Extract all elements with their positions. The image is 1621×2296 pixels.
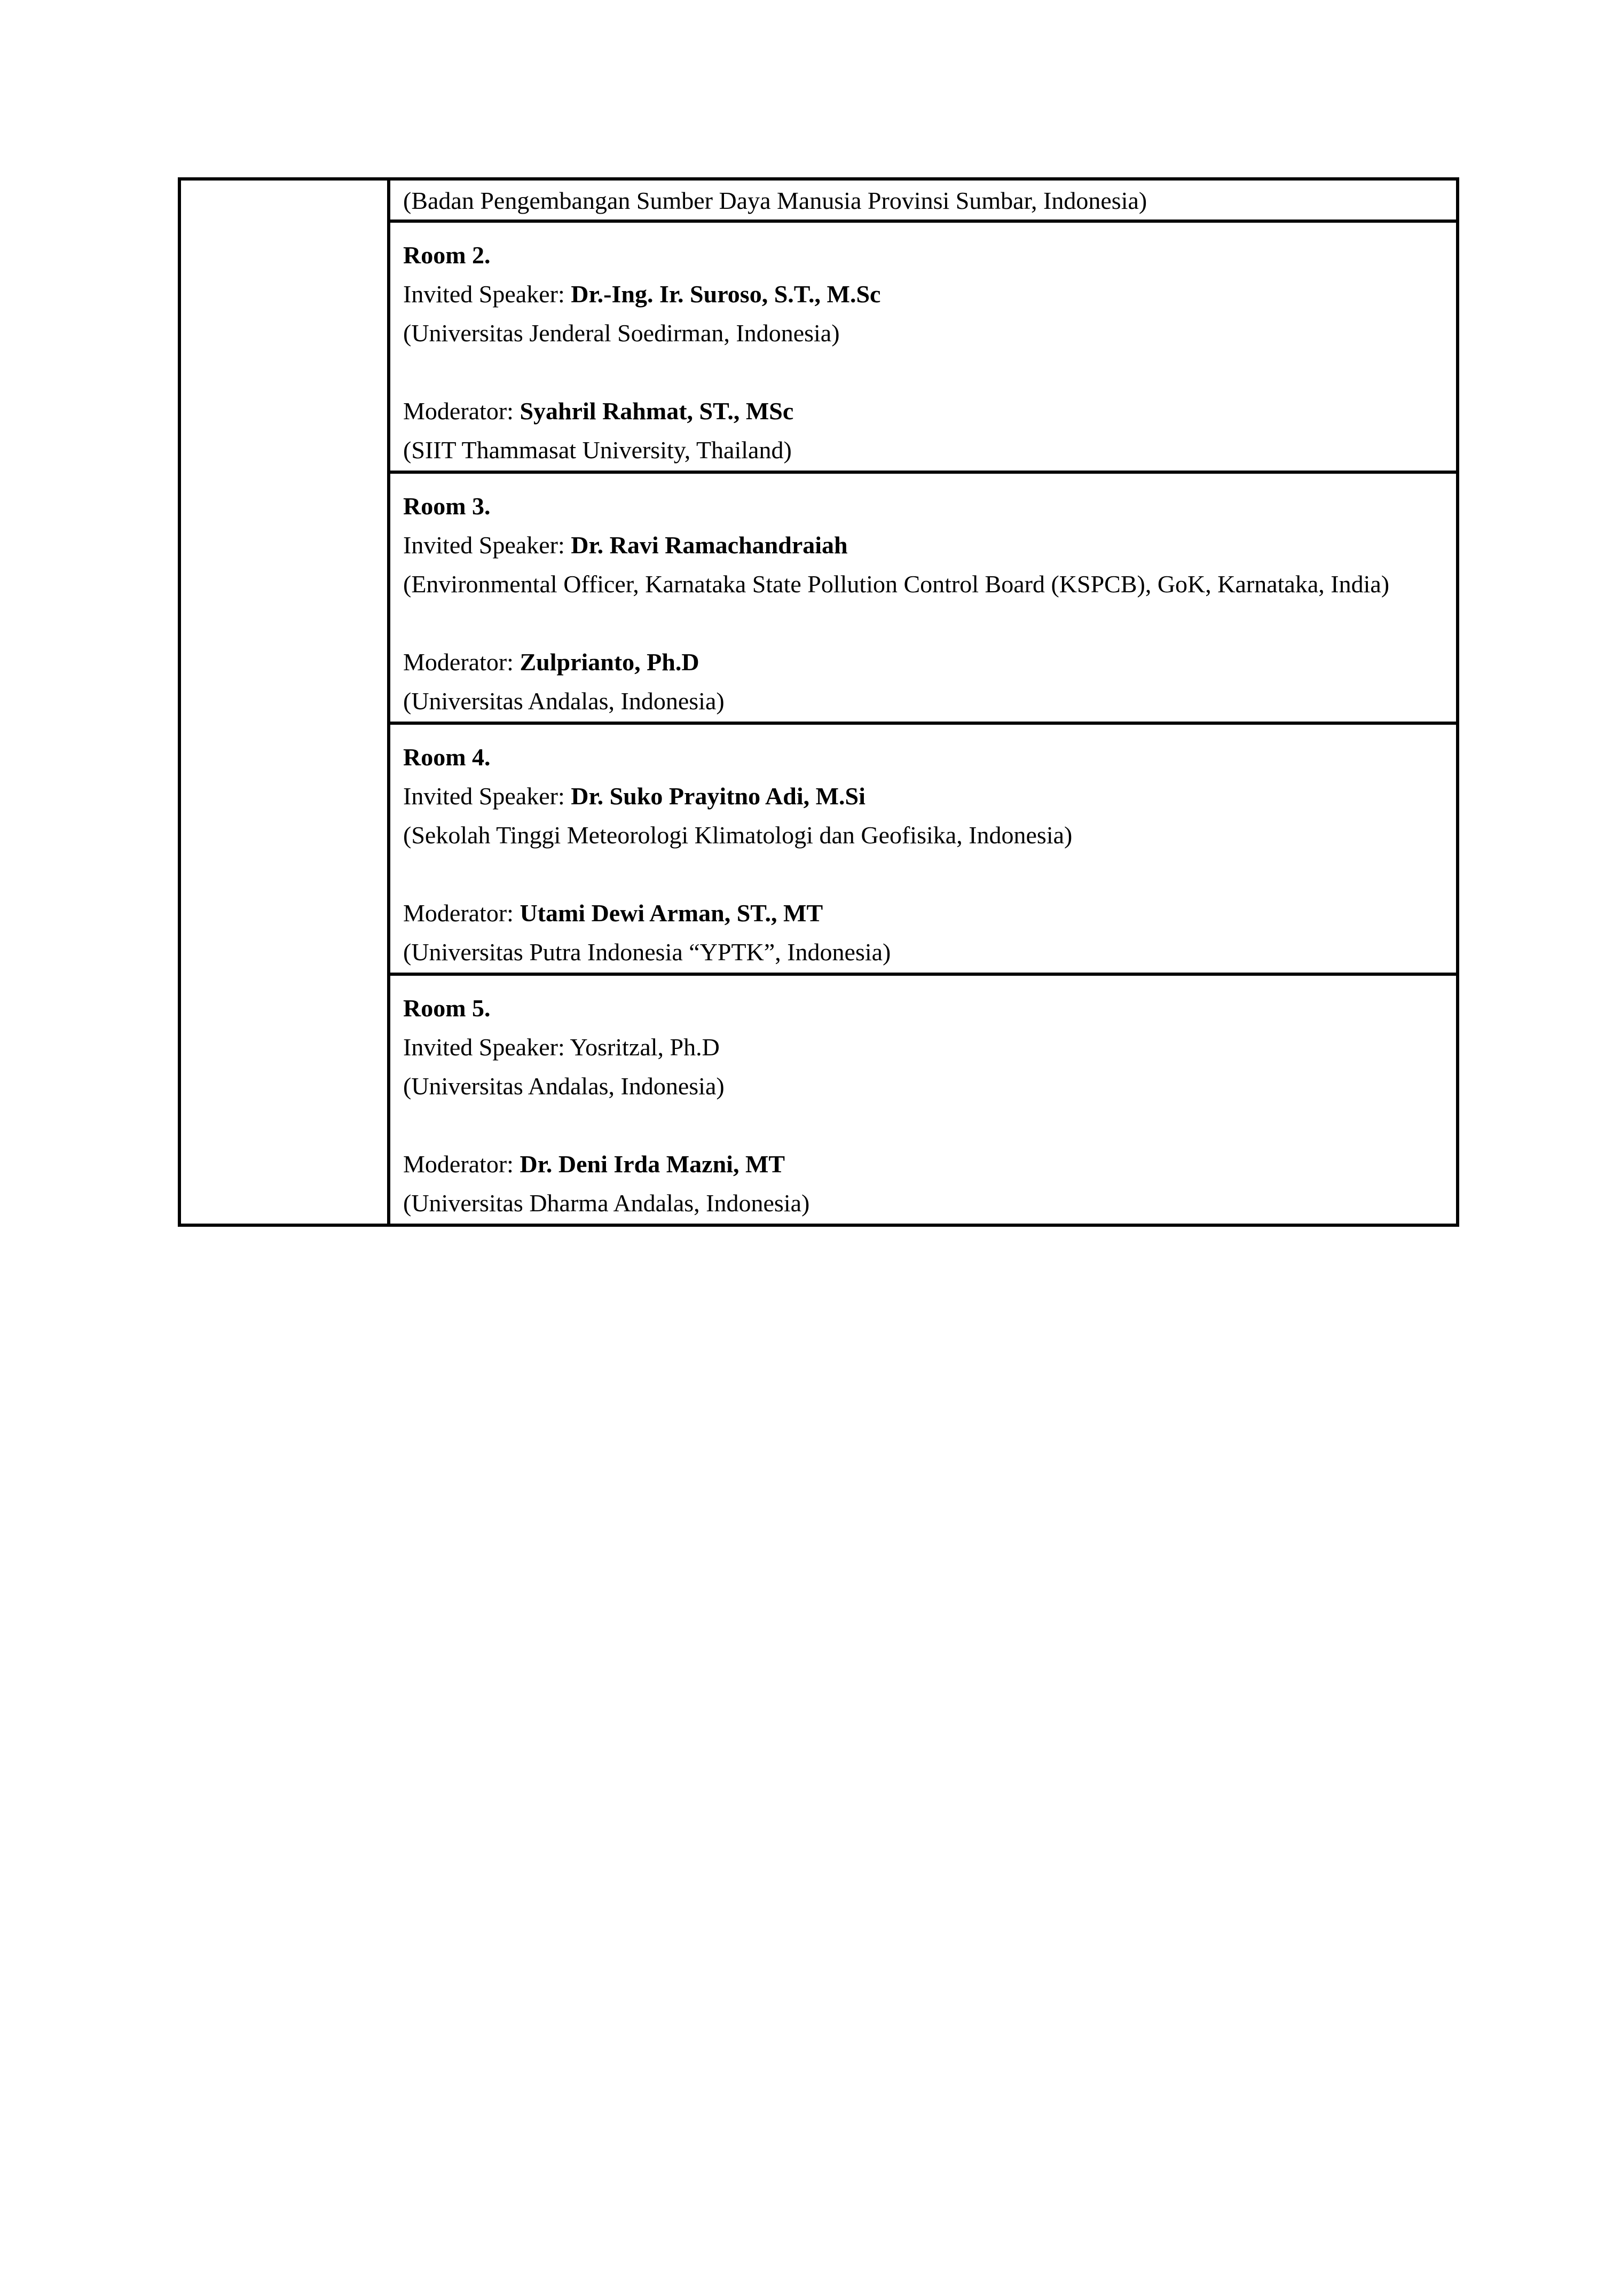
moderator-label: Moderator: xyxy=(403,1150,520,1178)
room-cell xyxy=(389,974,1458,1225)
room-title: Room 3. xyxy=(403,492,491,520)
moderator-line xyxy=(403,642,1445,681)
moderator-label: Moderator: xyxy=(403,397,520,425)
speaker-affiliation: (Environmental Officer, Karnataka State Pollution Control Board (KSPCB), GoK, Karnataka, India) xyxy=(403,570,1390,598)
room-cell xyxy=(389,221,1458,472)
speaker-affiliation: (Universitas Jenderal Soedirman, Indonesia) xyxy=(403,319,840,347)
invited-speaker-line xyxy=(403,777,1445,816)
moderator-line xyxy=(403,1145,1445,1184)
invited-speaker-line xyxy=(403,526,1445,565)
speaker-affiliation: (Universitas Andalas, Indonesia) xyxy=(403,1072,725,1100)
moderator-name: Zulprianto, Ph.D xyxy=(520,648,699,676)
moderator-line xyxy=(403,391,1445,430)
table-row xyxy=(179,179,1458,221)
moderator-affiliation: (Universitas Andalas, Indonesia) xyxy=(403,687,725,715)
moderator-name: Dr. Deni Irda Mazni, MT xyxy=(520,1150,785,1178)
room-cell xyxy=(389,472,1458,723)
room-title: Room 5. xyxy=(403,994,491,1022)
speaker-name: Dr. Suko Prayitno Adi, M.Si xyxy=(571,782,865,810)
speaker-label: Invited Speaker: xyxy=(403,531,571,559)
speaker-name: Dr.-Ing. Ir. Suroso, S.T., M.Sc xyxy=(571,280,881,308)
speaker-label: Invited Speaker: xyxy=(403,280,571,308)
moderator-line xyxy=(403,894,1445,932)
room-cell xyxy=(389,723,1458,974)
speaker-label: Invited Speaker: xyxy=(403,782,571,810)
moderator-affiliation: (SIIT Thammasat University, Thailand) xyxy=(403,436,792,464)
speaker-label: Invited Speaker: xyxy=(403,1033,570,1061)
moderator-label: Moderator: xyxy=(403,899,520,927)
moderator-affiliation: (Universitas Putra Indonesia “YPTK”, Indonesia) xyxy=(403,938,891,966)
moderator-label: Moderator: xyxy=(403,648,520,676)
schedule-table xyxy=(178,177,1459,1227)
speaker-name: Dr. Ravi Ramachandraiah xyxy=(571,531,848,559)
moderator-name: Syahril Rahmat, ST., MSc xyxy=(520,397,794,425)
moderator-affiliation: (Universitas Dharma Andalas, Indonesia) xyxy=(403,1189,810,1217)
speaker-affiliation: (Sekolah Tinggi Meteorologi Klimatologi dan Geofisika, Indonesia) xyxy=(403,821,1073,849)
room-title: Room 2. xyxy=(403,241,491,269)
affiliation-text: (Badan Pengembangan Sumber Daya Manusia Provinsi Sumbar, Indonesia) xyxy=(403,187,1147,214)
invited-speaker-line xyxy=(403,1028,1445,1067)
moderator-name: Utami Dewi Arman, ST., MT xyxy=(520,899,823,927)
continued-cell xyxy=(389,179,1458,221)
invited-speaker-line xyxy=(403,275,1445,314)
time-cell xyxy=(179,179,389,1225)
room-title: Room 4. xyxy=(403,743,491,771)
speaker-name: Yosritzal, Ph.D xyxy=(570,1033,720,1061)
